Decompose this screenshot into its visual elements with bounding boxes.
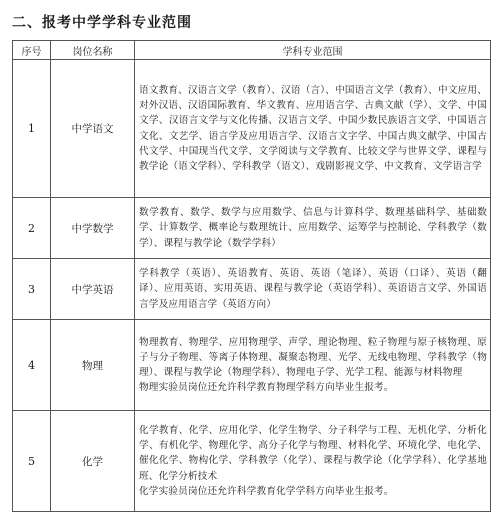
row-scope — [135, 198, 491, 259]
table-header-row — [13, 41, 491, 60]
section-title: 二、报考中学学科专业范围 — [12, 15, 192, 31]
row-index: 5 — [13, 411, 51, 512]
scope-text: 物理教育、物理学、应用物理学、声学、理论物理、粒子物理与原子核物理、原子与分子物理、等离子体物理、凝聚态物理、光学、无线电物理、学科教学（物理）、课程与教学论（物理学科）、物理电子学、光学工程、能源与材料物理 — [139, 336, 487, 378]
row-position: 中学英语 — [51, 259, 135, 320]
row-scope — [135, 60, 491, 198]
table-row — [13, 198, 491, 259]
row-scope — [135, 259, 491, 320]
header-position: 岗位名称 — [51, 41, 135, 60]
row-scope — [135, 320, 491, 411]
row-index: 2 — [13, 198, 51, 259]
scope-text: 语文教育、汉语言文学（教育）、汉语（言）、中国语言文学（教育）、中文应用、对外汉语、汉语国际教育、华文教育、应用语言学、古典文献（学）、文学、中国文学、汉语言文学与文化传播、汉语言文学、中国少数民族语言文学、中国语言文化、文艺学、语言学及应用语言学、汉语言文字学、中国古典文献学、中国古代文学、中国现当代文学、文学阅读与文学教育、比较文学与世界文学、课程与教学论（语文学科）、学科教学（语文）、戏剧影视文学、中文教育、文学语言学 — [139, 85, 487, 172]
table-row — [13, 259, 491, 320]
row-position: 中学数学 — [51, 198, 135, 259]
row-index: 4 — [13, 320, 51, 411]
row-position: 化学 — [51, 411, 135, 512]
scope-note: 物理实验员岗位还允许科学教育物理学科方向毕业生报考。 — [139, 382, 394, 394]
scope-note: 化学实验员岗位还允许科学教育化学学科方向毕业生报考。 — [139, 485, 394, 497]
subject-scope-table — [12, 40, 491, 512]
scope-text: 学科教学（英语）、英语教育、英语、英语（笔译）、英语（口译）、英语（翻译）、应用英语、实用英语、课程与教学论（英语学科）、英语语言文学、外国语言学及应用语言学（英语方向） — [139, 268, 487, 310]
row-index: 3 — [13, 259, 51, 320]
table-row — [13, 411, 491, 512]
row-position: 中学语文 — [51, 60, 135, 198]
scope-text: 化学教育、化学、应用化学、化学生物学、分子科学与工程、无机化学、分析化学、有机化学、物理化学、高分子化学与物理、材料化学、环境化学、电化学、催化化学、物构化学、学科教学（化学）、课程与教学论（化学学科）、化学基地班、化学分析技术 — [139, 425, 487, 482]
scope-text: 数学教育、数学、数学与应用数学、信息与计算科学、数理基础科学、基础数学、计算数学、概率论与数理统计、应用数学、运筹学与控制论、学科教学（数学）、课程与教学论（数学学科） — [139, 207, 487, 249]
row-scope — [135, 411, 491, 512]
table-row — [13, 60, 491, 198]
row-index: 1 — [13, 60, 51, 198]
row-position: 物理 — [51, 320, 135, 411]
table-row — [13, 320, 491, 411]
header-index: 序号 — [13, 41, 51, 60]
header-scope: 学科专业范围 — [135, 41, 491, 60]
